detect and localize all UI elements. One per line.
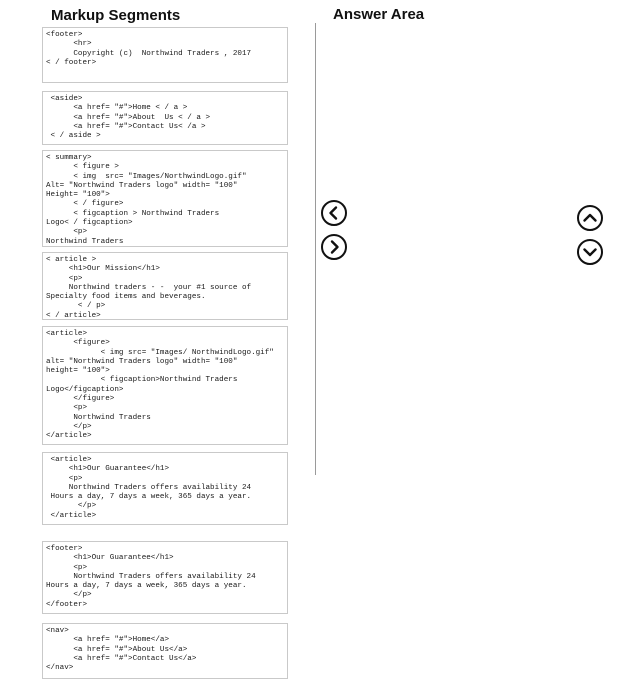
markup-segment-article-figure[interactable] bbox=[42, 326, 288, 445]
move-left-button[interactable] bbox=[321, 200, 347, 226]
chevron-up-icon bbox=[579, 207, 601, 229]
markup-segment-footer-copyright[interactable] bbox=[42, 27, 288, 83]
segment-code: < summary> < figure > < img src= "Images/NorthwindLogo.gif" Alt= "Northwind Traders logo" width= "100" Height= "100"> < / figure> < figcaption > Northwind Traders Logo< / figcaption> <p> Northwind Traders bbox=[46, 154, 247, 246]
segment-code: <article> <h1>Our Guarantee</h1> <p> Northwind Traders offers availability 24 Hours a day, 7 days a week, 365 days a year. </p> </article> bbox=[50, 456, 252, 520]
segment-code: <footer> <hr> Copyright (c) Northwind Traders , 2017 < / footer> bbox=[46, 31, 252, 67]
chevron-right-icon bbox=[323, 236, 345, 258]
segment-code: <aside> <a href= "#">Home < / a > <a href= "#">About Us < / a > <a href= "#">Contact Us< /a > < / aside > bbox=[50, 95, 211, 141]
markup-segments-heading: Markup Segments bbox=[51, 7, 181, 24]
markup-segment-article-guarantee[interactable] bbox=[42, 452, 288, 525]
markup-segment-footer-guarantee[interactable] bbox=[42, 541, 288, 614]
markup-segment-summary[interactable] bbox=[42, 150, 288, 247]
segment-code: <nav> <a href= "#">Home</a> <a href= "#">About Us</a> <a href= "#">Contact Us</a> </nav> bbox=[46, 627, 197, 673]
move-right-button[interactable] bbox=[321, 234, 347, 260]
vertical-divider bbox=[315, 23, 316, 475]
segment-code: <footer> <h1>Our Guarantee</h1> <p> Northwind Traders offers availability 24 Hours a day, 7 days a week, 365 days a year. </p> </footer> bbox=[46, 545, 256, 609]
markup-segment-article-mission[interactable] bbox=[42, 252, 288, 320]
chevron-down-icon bbox=[579, 241, 601, 263]
move-up-button[interactable] bbox=[577, 205, 603, 231]
answer-area-heading: Answer Area bbox=[333, 6, 425, 23]
segment-code: < article > <h1>Our Mission</h1> <p> Northwind traders - - your #1 source of Specialty food items and beverages. < / p> < / article> bbox=[46, 256, 252, 320]
markup-segment-nav[interactable] bbox=[42, 623, 288, 679]
markup-segment-aside[interactable] bbox=[42, 91, 288, 145]
segment-code: <article> <figure> < img src= "Images/ NorthwindLogo.gif" alt= "Northwind Traders logo" width= "100" height= "100"> < figcaption>Northwind Traders Logo</figcaption> </figure> <p> Northwind Traders </p> </article> bbox=[46, 330, 274, 441]
move-down-button[interactable] bbox=[577, 239, 603, 265]
chevron-left-icon bbox=[323, 202, 345, 224]
